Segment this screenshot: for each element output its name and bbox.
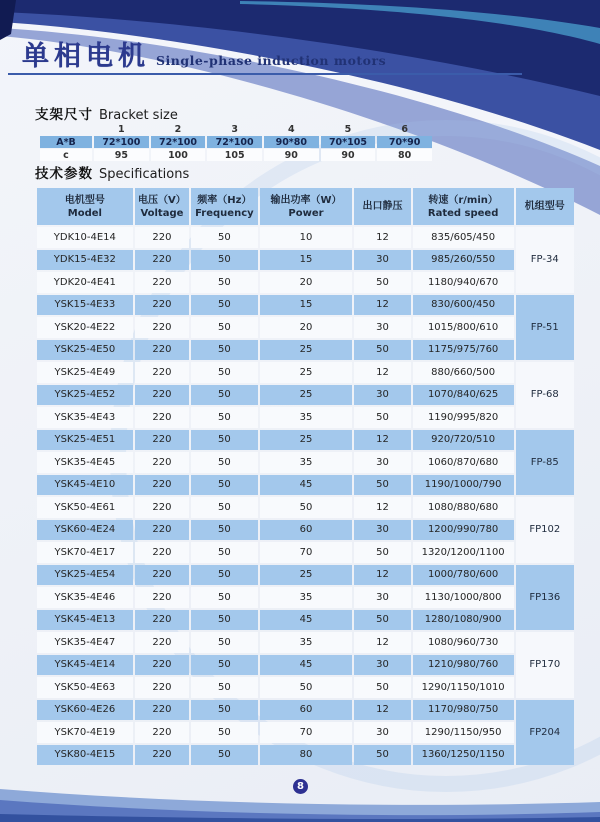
spec-value-cell: 30	[354, 722, 410, 743]
spec-heading-chinese: 技术参数	[35, 166, 93, 182]
bracket-header-cell: 4	[287, 123, 295, 135]
spec-value-cell: 220	[135, 227, 189, 248]
spec-column-header-cn: 频率（Hz）	[197, 194, 252, 206]
spec-value-cell: 1000/780/600	[413, 565, 514, 586]
spec-table-row	[37, 745, 574, 766]
spec-value-cell: 50	[191, 430, 258, 451]
spec-table-row	[37, 520, 574, 541]
spec-table-row	[37, 385, 574, 406]
spec-value-cell: YSK35-4E43	[37, 407, 133, 428]
bracket-header-cell: 3	[231, 123, 238, 135]
spec-value-cell: 50	[354, 272, 410, 293]
spec-value-cell: YSK80-4E15	[37, 745, 133, 766]
spec-value-cell: 220	[135, 565, 189, 586]
spec-value-cell: YSK45-4E14	[37, 655, 133, 676]
spec-section-heading	[35, 162, 189, 182]
bracket-header-row	[40, 123, 432, 135]
page-number-badge: 8	[293, 779, 308, 794]
unit-model-cell: FP136	[516, 565, 574, 631]
spec-value-cell: 1190/1000/790	[413, 475, 514, 496]
spec-column-header-cn: 机组型号	[524, 201, 565, 212]
spec-value-cell: 60	[260, 700, 353, 721]
spec-column-header	[135, 188, 189, 225]
spec-column-header	[191, 188, 258, 225]
spec-column-header-cn: 电机型号	[64, 194, 105, 206]
spec-value-cell: 12	[354, 497, 410, 518]
spec-value-cell: 1290/1150/950	[413, 722, 514, 743]
spec-value-cell: 220	[135, 542, 189, 563]
spec-value-cell: YSK20-4E22	[37, 317, 133, 338]
bracket-data-row	[40, 136, 432, 148]
spec-value-cell: 1070/840/625	[413, 385, 514, 406]
spec-column-header-en: Voltage	[140, 207, 184, 219]
bracket-value-cell: 70*105	[321, 136, 376, 148]
spec-value-cell: 50	[260, 677, 353, 698]
bracket-value-cell: 72*100	[207, 136, 262, 148]
spec-value-cell: 50	[191, 272, 258, 293]
spec-value-cell: YDK10-4E14	[37, 227, 133, 248]
spec-table-row	[37, 632, 574, 653]
spec-column-header-cn: 转速（r/min）	[428, 194, 498, 206]
spec-value-cell: 25	[260, 362, 353, 383]
spec-column-header	[516, 188, 574, 225]
spec-value-cell: 12	[354, 362, 410, 383]
spec-value-cell: 50	[191, 722, 258, 743]
spec-value-cell: 880/660/500	[413, 362, 514, 383]
spec-value-cell: YSK25-4E51	[37, 430, 133, 451]
spec-value-cell: 220	[135, 520, 189, 541]
spec-value-cell: 220	[135, 677, 189, 698]
spec-value-cell: 50	[191, 745, 258, 766]
spec-value-cell: YSK50-4E61	[37, 497, 133, 518]
spec-column-header	[260, 188, 353, 225]
unit-model-cell: FP204	[516, 700, 574, 766]
bracket-value-cell: 90*80	[264, 136, 319, 148]
unit-model-cell: FP-85	[516, 430, 574, 496]
spec-value-cell: 30	[354, 587, 410, 608]
spec-table-head	[37, 188, 574, 225]
footer-banner-art	[0, 767, 600, 822]
spec-column-header-en: Rated speed	[427, 207, 499, 219]
spec-table-row	[37, 452, 574, 473]
spec-value-cell: 50	[354, 610, 410, 631]
spec-value-cell: 220	[135, 295, 189, 316]
unit-model-cell: FP102	[516, 497, 574, 563]
spec-table-row	[37, 272, 574, 293]
page-title	[22, 34, 386, 73]
spec-value-cell: YSK70-4E17	[37, 542, 133, 563]
spec-value-cell: 35	[260, 587, 353, 608]
spec-value-cell: 220	[135, 587, 189, 608]
spec-value-cell: 220	[135, 475, 189, 496]
spec-value-cell: 12	[354, 632, 410, 653]
bracket-table-body	[40, 123, 432, 161]
spec-table-row	[37, 610, 574, 631]
spec-value-cell: 1210/980/760	[413, 655, 514, 676]
bracket-header-cell	[40, 123, 92, 135]
spec-value-cell: 35	[260, 632, 353, 653]
spec-value-cell: 20	[260, 272, 353, 293]
spec-value-cell: 1290/1150/1010	[413, 677, 514, 698]
spec-value-cell: 50	[191, 317, 258, 338]
spec-table-row	[37, 700, 574, 721]
spec-value-cell: 220	[135, 385, 189, 406]
spec-value-cell: 10	[260, 227, 353, 248]
spec-value-cell: 50	[260, 497, 353, 518]
spec-value-cell: YDK15-4E32	[37, 250, 133, 271]
spec-column-header-cn: 出口静压	[362, 201, 403, 212]
spec-column-header-en: Frequency	[195, 207, 254, 219]
spec-value-cell: 220	[135, 497, 189, 518]
spec-table-row	[37, 340, 574, 361]
spec-value-cell: 220	[135, 407, 189, 428]
spec-table-row	[37, 295, 574, 316]
bracket-value-cell: 80	[377, 149, 432, 161]
spec-value-cell: 220	[135, 250, 189, 271]
spec-value-cell: 12	[354, 295, 410, 316]
unit-model-cell: FP-34	[516, 227, 574, 293]
spec-value-cell: 220	[135, 362, 189, 383]
specifications-table	[35, 186, 576, 767]
spec-table-row	[37, 227, 574, 248]
spec-value-cell: 50	[191, 385, 258, 406]
spec-value-cell: 220	[135, 700, 189, 721]
spec-value-cell: 50	[191, 340, 258, 361]
spec-table-row	[37, 677, 574, 698]
spec-table-row	[37, 542, 574, 563]
spec-value-cell: 30	[354, 452, 410, 473]
spec-value-cell: 835/605/450	[413, 227, 514, 248]
spec-value-cell: 12	[354, 430, 410, 451]
spec-value-cell: 35	[260, 452, 353, 473]
spec-value-cell: YSK35-4E45	[37, 452, 133, 473]
bracket-section-heading	[35, 103, 178, 123]
spec-value-cell: YSK25-4E49	[37, 362, 133, 383]
spec-value-cell: 220	[135, 610, 189, 631]
spec-value-cell: 220	[135, 430, 189, 451]
spec-value-cell: 50	[191, 587, 258, 608]
spec-table-row	[37, 407, 574, 428]
spec-value-cell: 920/720/510	[413, 430, 514, 451]
spec-value-cell: 220	[135, 722, 189, 743]
spec-value-cell: YSK45-4E10	[37, 475, 133, 496]
spec-value-cell: 45	[260, 610, 353, 631]
spec-value-cell: 50	[191, 677, 258, 698]
spec-value-cell: 45	[260, 655, 353, 676]
spec-value-cell: 50	[354, 677, 410, 698]
spec-value-cell: 50	[354, 407, 410, 428]
bracket-value-cell: 72*100	[151, 136, 206, 148]
spec-value-cell: 1130/1000/800	[413, 587, 514, 608]
spec-value-cell: 50	[191, 610, 258, 631]
spec-value-cell: 30	[354, 317, 410, 338]
bracket-header-cell: 5	[344, 123, 352, 135]
spec-table-row	[37, 475, 574, 496]
spec-value-cell: 50	[191, 475, 258, 496]
spec-column-header-en: Power	[288, 207, 324, 219]
spec-value-cell: YSK25-4E54	[37, 565, 133, 586]
spec-value-cell: 50	[191, 452, 258, 473]
spec-value-cell: 30	[354, 655, 410, 676]
spec-value-cell: 1180/940/670	[413, 272, 514, 293]
spec-value-cell: 985/260/550	[413, 250, 514, 271]
spec-value-cell: 1080/960/730	[413, 632, 514, 653]
spec-value-cell: 50	[191, 407, 258, 428]
spec-value-cell: 1060/870/680	[413, 452, 514, 473]
spec-column-header-cn: 电压（V）	[138, 194, 186, 206]
spec-value-cell: 50	[191, 655, 258, 676]
spec-value-cell: 25	[260, 430, 353, 451]
bracket-header-cell: 6	[401, 123, 408, 135]
spec-value-cell: 70	[260, 542, 353, 563]
spec-value-cell: 70	[260, 722, 353, 743]
bracket-value-cell: 70*90	[377, 136, 432, 148]
bracket-value-cell: 90	[321, 149, 376, 161]
spec-value-cell: YSK25-4E52	[37, 385, 133, 406]
spec-column-header-cn: 输出功率（W）	[270, 194, 342, 206]
unit-model-cell: FP170	[516, 632, 574, 698]
bracket-data-row	[40, 149, 432, 161]
spec-value-cell: 220	[135, 452, 189, 473]
spec-table-row	[37, 497, 574, 518]
spec-value-cell: 15	[260, 250, 353, 271]
spec-value-cell: 220	[135, 340, 189, 361]
spec-value-cell: YSK35-4E47	[37, 632, 133, 653]
spec-value-cell: 12	[354, 227, 410, 248]
spec-table-row	[37, 655, 574, 676]
spec-value-cell: 220	[135, 745, 189, 766]
bracket-value-cell: 90	[264, 149, 319, 161]
spec-table-row	[37, 250, 574, 271]
spec-value-cell: 50	[191, 250, 258, 271]
spec-value-cell: 50	[191, 227, 258, 248]
spec-value-cell: 30	[354, 520, 410, 541]
spec-value-cell: 50	[354, 475, 410, 496]
spec-value-cell: 50	[191, 565, 258, 586]
spec-value-cell: YSK45-4E13	[37, 610, 133, 631]
spec-value-cell: YSK50-4E63	[37, 677, 133, 698]
bracket-header-cell: 2	[174, 123, 182, 135]
bracket-heading-english: Bracket size	[99, 108, 178, 123]
spec-value-cell: 12	[354, 700, 410, 721]
spec-header-row	[37, 188, 574, 225]
bracket-heading-chinese: 支架尺寸	[35, 107, 93, 123]
spec-value-cell: 1170/980/750	[413, 700, 514, 721]
spec-value-cell: 50	[354, 745, 410, 766]
spec-value-cell: 60	[260, 520, 353, 541]
spec-table-row	[37, 317, 574, 338]
bracket-header-cell: 1	[118, 123, 125, 135]
spec-column-header	[37, 188, 133, 225]
spec-column-header	[354, 188, 410, 225]
spec-value-cell: 1190/995/820	[413, 407, 514, 428]
spec-heading-english: Specifications	[99, 167, 190, 182]
spec-value-cell: 50	[191, 542, 258, 563]
spec-value-cell: YSK25-4E50	[37, 340, 133, 361]
bracket-value-cell: 105	[207, 149, 262, 161]
spec-value-cell: 1200/990/780	[413, 520, 514, 541]
spec-value-cell: YDK20-4E41	[37, 272, 133, 293]
spec-value-cell: 1320/1200/1100	[413, 542, 514, 563]
spec-value-cell: 25	[260, 565, 353, 586]
spec-value-cell: YSK35-4E46	[37, 587, 133, 608]
spec-value-cell: 220	[135, 272, 189, 293]
spec-value-cell: YSK60-4E26	[37, 700, 133, 721]
spec-value-cell: 50	[191, 632, 258, 653]
spec-table-row	[37, 430, 574, 451]
bracket-value-cell: 95	[94, 149, 149, 161]
spec-column-header-en: Model	[67, 207, 102, 219]
spec-value-cell: YSK60-4E24	[37, 520, 133, 541]
spec-table-row	[37, 722, 574, 743]
spec-value-cell: 220	[135, 317, 189, 338]
spec-table-row	[37, 587, 574, 608]
spec-value-cell: 50	[354, 542, 410, 563]
spec-value-cell: 12	[354, 565, 410, 586]
spec-value-cell: 30	[354, 385, 410, 406]
spec-value-cell: 1015/800/610	[413, 317, 514, 338]
spec-value-cell: 50	[191, 520, 258, 541]
unit-model-cell: FP-51	[516, 295, 574, 361]
spec-value-cell: 45	[260, 475, 353, 496]
spec-value-cell: 50	[191, 295, 258, 316]
bracket-size-table	[38, 122, 434, 162]
spec-value-cell: 1080/880/680	[413, 497, 514, 518]
spec-value-cell: 50	[191, 700, 258, 721]
page-title-english: Single-phase induction motors	[156, 53, 387, 68]
unit-model-cell: FP-68	[516, 362, 574, 428]
bracket-value-cell: 100	[151, 149, 206, 161]
spec-value-cell: 220	[135, 655, 189, 676]
spec-value-cell: 20	[260, 317, 353, 338]
spec-value-cell: 1280/1080/900	[413, 610, 514, 631]
spec-value-cell: YSK15-4E33	[37, 295, 133, 316]
title-underline	[8, 73, 522, 75]
bracket-row-label: A*B	[40, 136, 92, 148]
spec-table-body	[37, 227, 574, 765]
spec-table-row	[37, 565, 574, 586]
spec-value-cell: 80	[260, 745, 353, 766]
page-title-chinese: 单相电机	[22, 41, 150, 72]
spec-value-cell: 50	[191, 362, 258, 383]
spec-value-cell: 25	[260, 340, 353, 361]
spec-value-cell: 220	[135, 632, 189, 653]
spec-value-cell: 1175/975/760	[413, 340, 514, 361]
spec-value-cell: 25	[260, 385, 353, 406]
spec-table-row	[37, 362, 574, 383]
spec-value-cell: 15	[260, 295, 353, 316]
spec-value-cell: 30	[354, 250, 410, 271]
spec-value-cell: 1360/1250/1150	[413, 745, 514, 766]
spec-value-cell: 830/600/450	[413, 295, 514, 316]
spec-value-cell: 50	[354, 340, 410, 361]
bracket-row-label: c	[40, 149, 92, 161]
spec-value-cell: YSK70-4E19	[37, 722, 133, 743]
spec-value-cell: 35	[260, 407, 353, 428]
spec-column-header	[413, 188, 514, 225]
bracket-value-cell: 72*100	[94, 136, 149, 148]
spec-value-cell: 50	[191, 497, 258, 518]
